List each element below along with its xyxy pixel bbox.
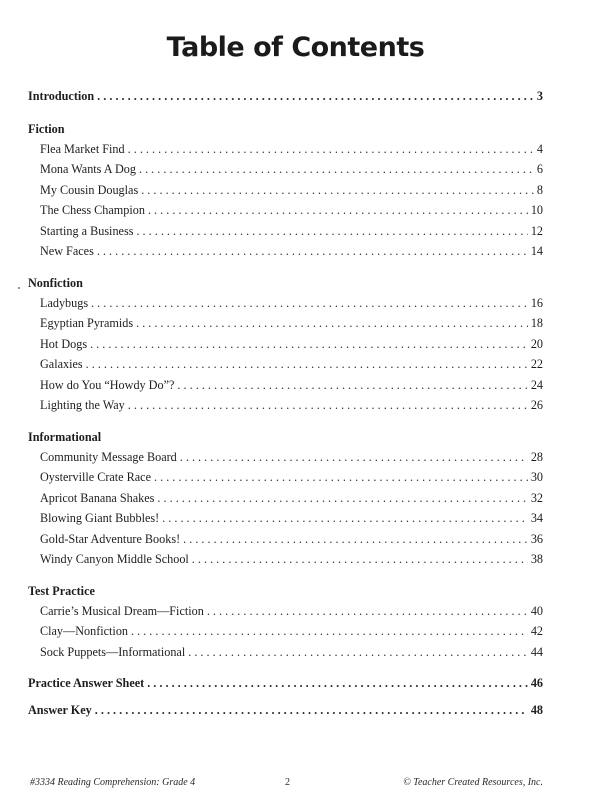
entry-label: Mona Wants A Dog	[40, 162, 136, 176]
leader-dots	[141, 180, 534, 201]
page-footer	[30, 777, 543, 788]
toc-entry	[28, 621, 543, 642]
leader-dots	[188, 642, 528, 663]
entry-page: 14	[530, 244, 543, 258]
toc-entry	[28, 488, 543, 509]
entry-page: 36	[530, 531, 543, 546]
entry-label: Galaxies	[40, 357, 83, 371]
toc-entry-answer-key	[28, 700, 543, 721]
entry-label: Clay—Nonfiction	[40, 624, 129, 638]
leader-dots	[90, 334, 528, 355]
leader-dots	[128, 139, 534, 160]
entry-label: Gold-Star Adventure Books!	[40, 531, 181, 546]
entry-page: 16	[530, 295, 543, 310]
leader-dots	[162, 508, 528, 529]
leader-dots	[154, 467, 528, 488]
leader-dots	[136, 221, 527, 242]
leader-dots	[183, 529, 528, 550]
entry-label: My Cousin Douglas	[40, 182, 139, 197]
leader-dots	[128, 395, 528, 416]
entry-label: Answer Key	[28, 702, 92, 717]
toc-entry	[28, 334, 543, 355]
entry-label: Flea Market Find	[40, 141, 125, 156]
toc-entry	[28, 139, 543, 160]
toc-entry	[28, 221, 543, 242]
entry-page: 8	[536, 182, 543, 197]
toc-entry	[28, 467, 543, 488]
toc-entry	[28, 508, 543, 529]
toc-entry	[28, 447, 543, 468]
toc-entry	[28, 354, 543, 375]
leader-dots	[136, 313, 528, 334]
entry-page: 46	[530, 676, 543, 690]
entry-page: 42	[530, 624, 543, 638]
entry-label: Windy Canyon Middle School	[40, 552, 189, 566]
entry-label: Lighting the Way	[40, 398, 125, 412]
toc-entry	[28, 159, 543, 180]
toc-entry-practice-answer-sheet	[28, 673, 543, 694]
entry-label: Egyptian Pyramids	[40, 316, 134, 330]
entry-page: 20	[530, 336, 543, 351]
entry-label: Community Message Board	[40, 449, 177, 464]
toc-entry	[28, 293, 543, 314]
entry-page: 28	[530, 449, 543, 464]
footer-book-title: #3334 Reading Comprehension: Grade 4	[30, 777, 196, 788]
entry-page: 30	[530, 470, 543, 484]
entry-page: 40	[530, 603, 543, 618]
leader-dots	[147, 673, 528, 694]
leader-dots	[180, 447, 528, 468]
entry-label: Carrie’s Musical Dream—Fiction	[40, 603, 204, 618]
toc-entry-introduction	[28, 86, 543, 107]
toc-entry	[28, 313, 543, 334]
entry-page: 3	[536, 89, 543, 103]
leader-dots	[97, 241, 528, 262]
entry-label: Ladybugs	[40, 295, 89, 310]
leader-dots	[131, 621, 528, 642]
entry-page: 38	[530, 552, 543, 566]
toc-entry	[28, 180, 543, 201]
footer-copyright: © Teacher Created Resources, Inc.	[403, 777, 543, 788]
entry-label: Apricot Banana Shakes	[40, 490, 155, 505]
entry-page: 26	[530, 398, 543, 412]
entry-page: 34	[530, 511, 543, 525]
entry-page: 22	[530, 357, 543, 371]
leader-dots	[177, 375, 527, 396]
table-of-contents	[28, 86, 543, 720]
footer-page-number: 2	[285, 777, 290, 788]
entry-page: 10	[530, 203, 543, 217]
toc-entry	[28, 549, 543, 570]
entry-label: Practice Answer Sheet	[28, 676, 145, 690]
entry-label: How do You “Howdy Do”?	[40, 377, 175, 392]
toc-entry	[28, 642, 543, 663]
print-speck	[18, 287, 20, 289]
section-heading-test-practice: Test Practice	[28, 583, 95, 598]
leader-dots	[86, 354, 528, 375]
toc-entry	[28, 241, 543, 262]
leader-dots	[97, 86, 534, 107]
section-heading-informational: Informational	[28, 429, 102, 444]
toc-entry	[28, 529, 543, 550]
entry-page: 24	[530, 377, 543, 392]
entry-label: Blowing Giant Bubbles!	[40, 511, 160, 525]
entry-label: Starting a Business	[40, 223, 134, 238]
page-title: Table of Contents	[166, 32, 425, 63]
leader-dots	[95, 700, 528, 721]
entry-label: Hot Dogs	[40, 336, 88, 351]
entry-page: 4	[536, 141, 543, 156]
toc-entry	[28, 375, 543, 396]
entry-page: 32	[530, 490, 543, 505]
leader-dots	[148, 200, 528, 221]
entry-page: 18	[530, 316, 543, 330]
entry-page: 48	[530, 702, 543, 717]
leader-dots	[207, 601, 528, 622]
section-heading-nonfiction: Nonfiction	[28, 275, 83, 290]
entry-label: Sock Puppets—Informational	[40, 644, 186, 659]
section-heading-fiction: Fiction	[28, 121, 65, 136]
entry-label: Oysterville Crate Race	[40, 470, 151, 484]
entry-label: Introduction	[28, 89, 95, 103]
entry-page: 6	[536, 162, 543, 176]
entry-label: The Chess Champion	[40, 203, 145, 217]
leader-dots	[91, 293, 528, 314]
toc-entry	[28, 200, 543, 221]
leader-dots	[139, 159, 534, 180]
toc-entry	[28, 601, 543, 622]
entry-label: New Faces	[40, 244, 94, 258]
entry-page: 12	[530, 223, 543, 238]
entry-page: 44	[530, 644, 543, 659]
leader-dots	[157, 488, 527, 509]
leader-dots	[192, 549, 528, 570]
toc-entry	[28, 395, 543, 416]
